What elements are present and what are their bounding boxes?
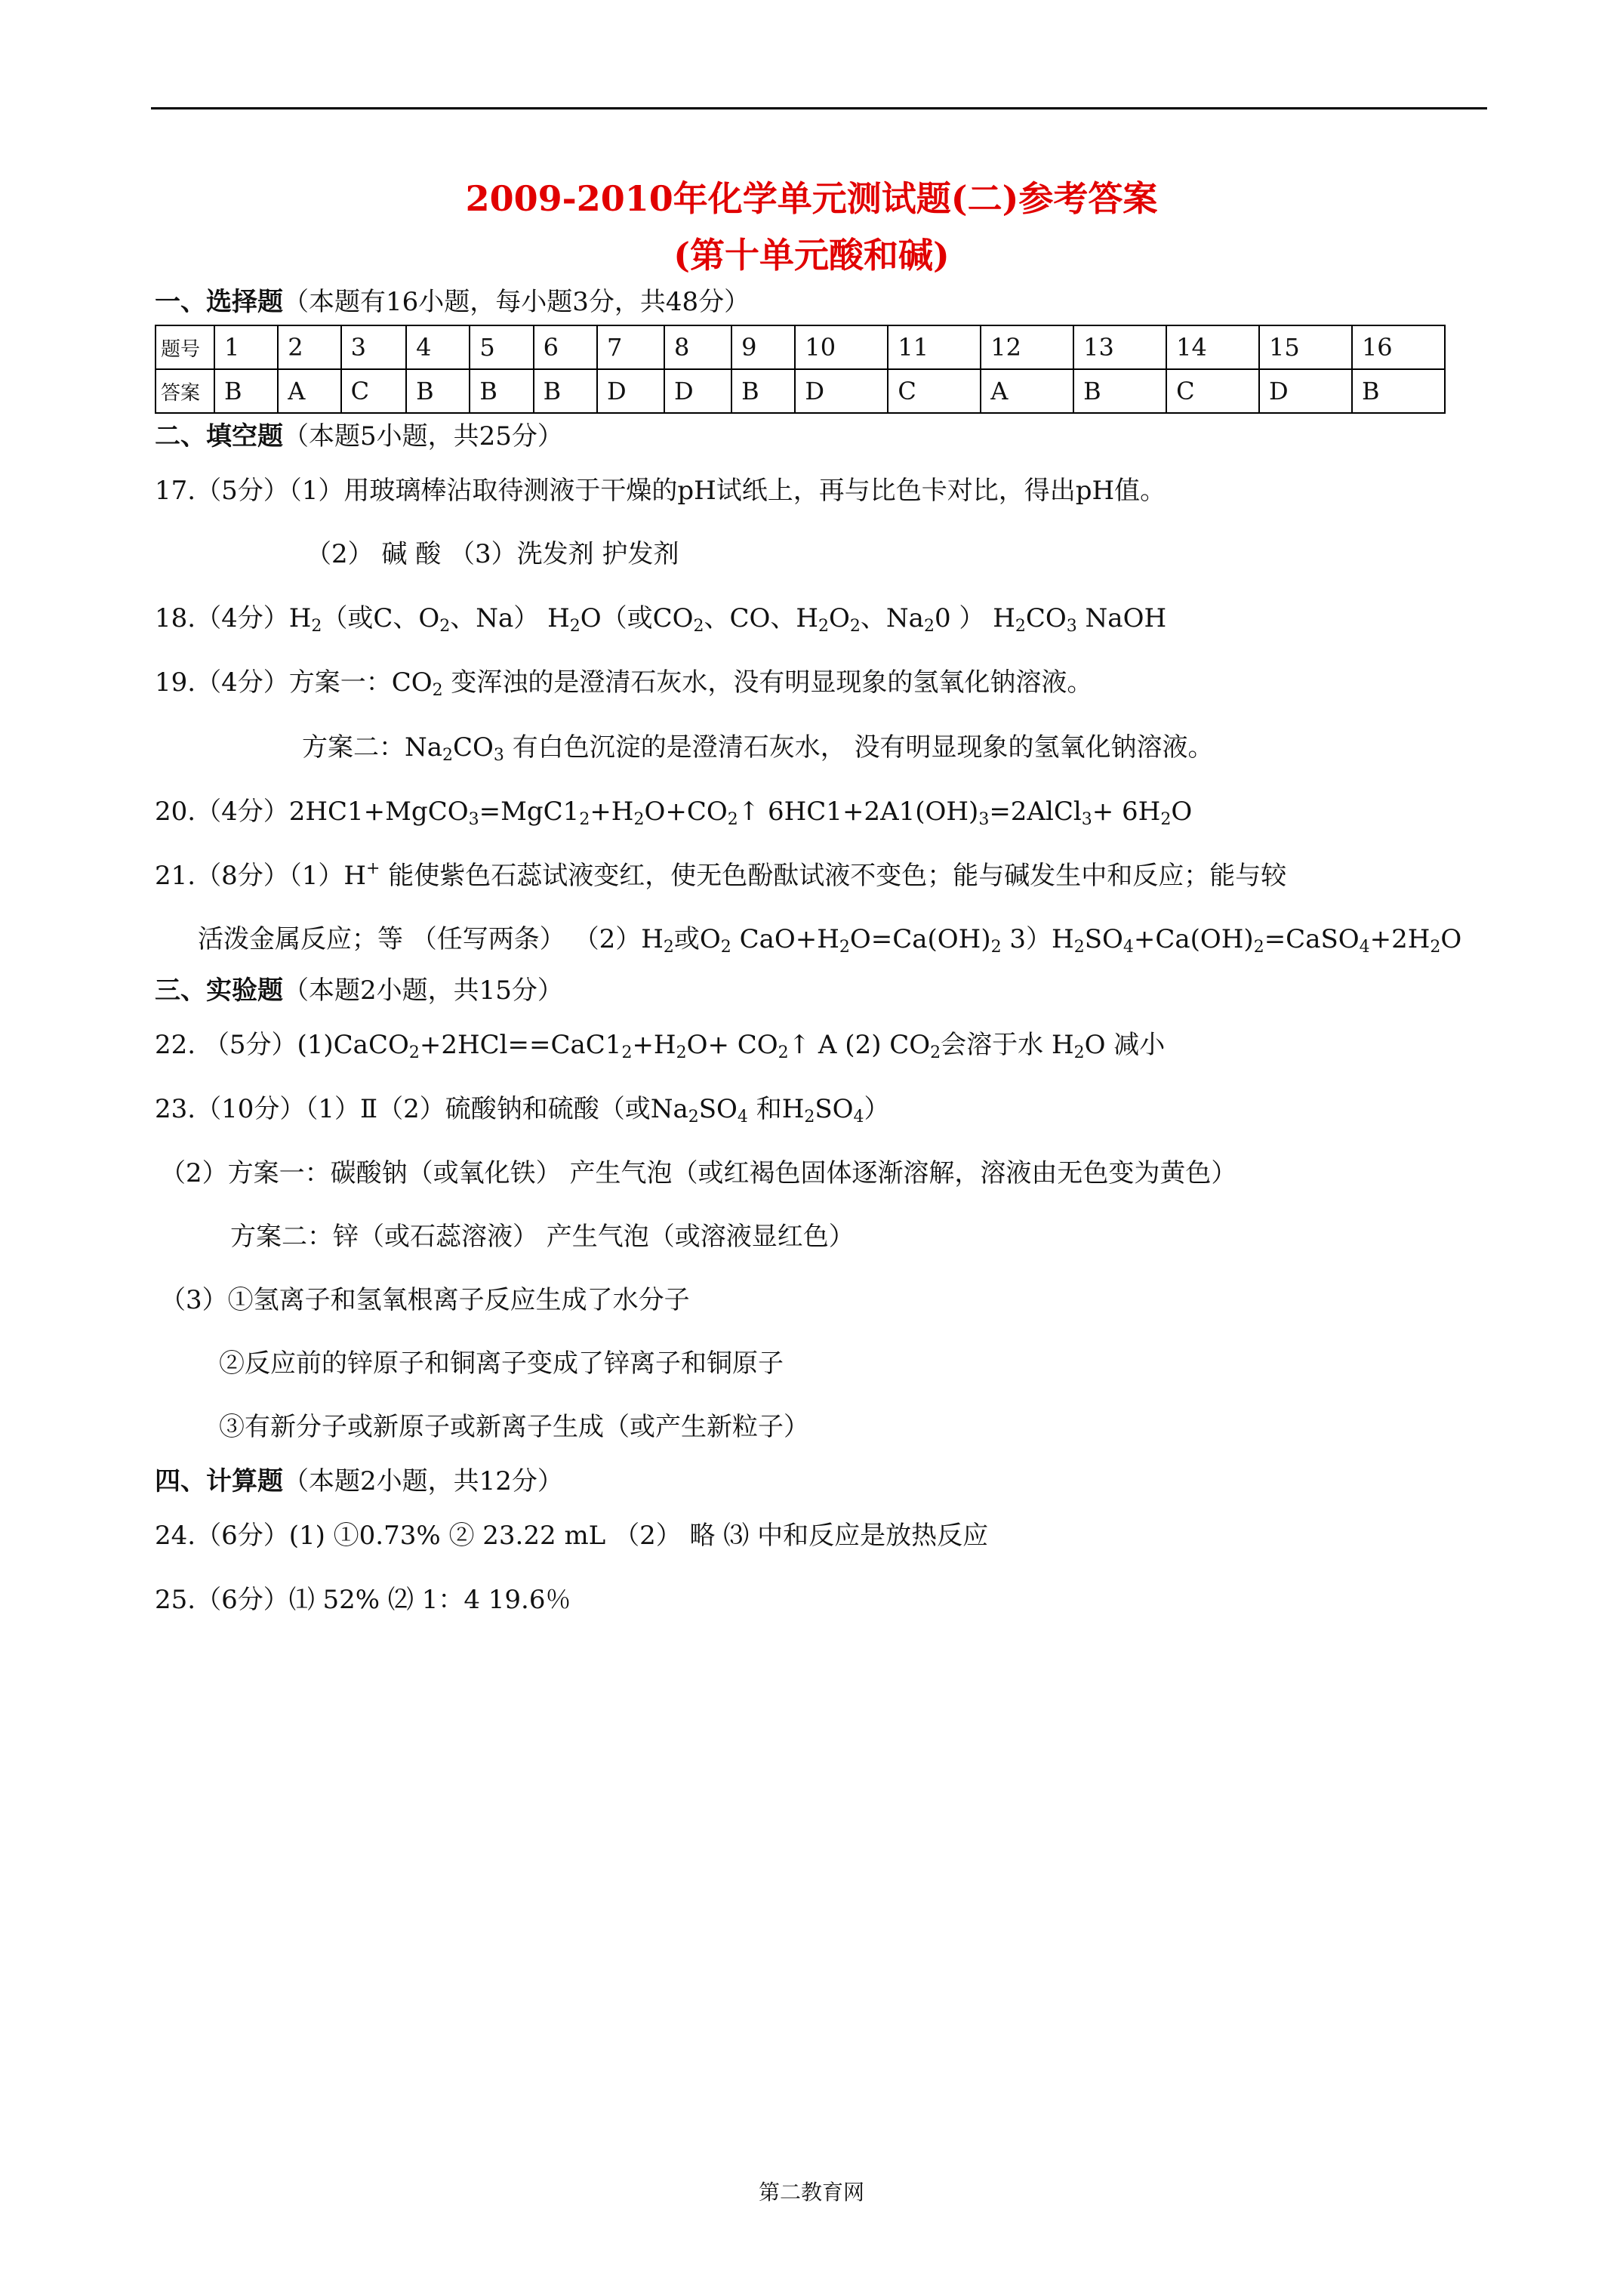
answer-cell: B — [534, 369, 597, 413]
answer-cell: C — [341, 369, 406, 413]
q23-line5: ②反应前的锌原子和铜离子变成了锌离子和铜原子 — [219, 1348, 784, 1379]
answer-cell: D — [597, 369, 664, 413]
question-number-cell: 11 — [888, 325, 981, 369]
question-number-cell: 13 — [1073, 325, 1166, 369]
header-rule — [151, 107, 1487, 109]
question-number-cell: 10 — [795, 325, 888, 369]
q19-line1: 19.（4分）方案一：$CO_2$ 变浑浊的是澄清石灰水，没有明显现象的氢氧化钠溶液。 — [155, 667, 1093, 700]
q21-line1: 21.（8分）（1）H+ 能使紫色石蕊试液变红，使无色酚酞试液不变色；能与碱发生中和反应；能与较 — [155, 859, 1287, 891]
section-title: 二、填空题 — [155, 421, 283, 451]
section-heading-experiment — [155, 974, 563, 1007]
question-number-cell: 14 — [1166, 325, 1259, 369]
row-label: 题号 — [156, 325, 214, 369]
q23-line1: 23.（10分）（1）Ⅱ（2）硫酸钠和硫酸（或$Na_2SO_4$ 和$H_2SO_4$） — [155, 1094, 890, 1126]
answer-cell: C — [888, 369, 981, 413]
answer-table — [155, 325, 1446, 414]
section-note: （本题有16小题，每小题3分，共48分） — [283, 287, 750, 317]
answer-cell: B — [214, 369, 278, 413]
question-number-cell: 7 — [597, 325, 664, 369]
page-title: 2009-2010年化学单元测试题(二)参考答案 — [465, 178, 1158, 219]
question-number-cell: 9 — [731, 325, 795, 369]
page-subtitle: (第十单元酸和碱) — [673, 235, 950, 276]
question-number-cell: 12 — [981, 325, 1073, 369]
answer-cell: B — [1073, 369, 1166, 413]
q21-line2: 活泼金属反应；等 （任写两条） $(2)H_2$或$O_2$ $CaO+H_2O=Ca(OH)_2$ $3)H_2SO_4+Ca(OH)_2=CaSO_4+2H_2O$ — [198, 924, 1462, 957]
question-number-cell: 8 — [664, 325, 731, 369]
question-number-cell: 5 — [470, 325, 533, 369]
q23-line4: （3）①氢离子和氢氧根离子反应生成了水分子 — [160, 1285, 690, 1315]
answer-cell: B — [406, 369, 470, 413]
table-row-answers — [156, 369, 1445, 413]
q25-line: 25.（6分）⑴ 52% ⑵ 1：4 19.6％ — [155, 1585, 571, 1615]
q24-line: 24.（6分）(1) ①0.73% ② 23.22 mL （2） 略 ⑶ 中和反应是放热反应 — [155, 1521, 989, 1551]
q18-line: 18.（4分）$H_2$（或C、$O_2$、Na） $H_2O$（或$CO_2$、CO、$H_2O_2$、$Na_20$ ） $H_2CO_3$ NaOH — [155, 603, 1167, 636]
q17-line2: （2） 碱 酸 （3）洗发剂 护发剂 — [306, 539, 679, 569]
q23-line6: ③有新分子或新原子或新离子生成（或产生新粒子） — [219, 1412, 809, 1442]
section-title: 一、选择题 — [155, 287, 283, 317]
question-number-cell: 16 — [1352, 325, 1445, 369]
answer-cell: D — [795, 369, 888, 413]
question-number-cell: 15 — [1259, 325, 1352, 369]
answer-cell: D — [664, 369, 731, 413]
answer-cell: B — [731, 369, 795, 413]
section-note: （本题2小题，共15分） — [283, 975, 563, 1006]
section-heading-calc — [155, 1465, 563, 1498]
question-number-cell: 3 — [341, 325, 406, 369]
question-number-cell: 1 — [214, 325, 278, 369]
section-note: （本题2小题，共12分） — [283, 1466, 563, 1496]
answer-cell: A — [278, 369, 340, 413]
row-label: 答案 — [156, 369, 214, 413]
answer-cell: D — [1259, 369, 1352, 413]
section-heading-choice — [155, 285, 750, 319]
question-number-cell: 6 — [534, 325, 597, 369]
q19-line2: 方案二：$Na_2CO_3$ 有白色沉淀的是澄清石灰水， 没有明显现象的氢氧化钠溶液。 — [302, 732, 1214, 765]
question-number-cell: 2 — [278, 325, 340, 369]
section-title: 三、实验题 — [155, 975, 283, 1006]
q22-line: 22. （5分）$(1)CaCO_2+2HCl==CaC1_2+H_2O+$ $CO_2↑$ A (2) $CO_2$会溶于水 $H_2O$ 减小 — [155, 1030, 1166, 1062]
answer-cell: C — [1166, 369, 1259, 413]
section-heading-fill — [155, 420, 563, 453]
q23-line2: （2）方案一：碳酸钠（或氧化铁） 产生气泡（或红褐色固体逐渐溶解，溶液由无色变为黄色） — [160, 1158, 1237, 1188]
q17-line1: 17.（5分）（1）用玻璃棒沾取待测液于干燥的pH试纸上，再与比色卡对比，得出pH值。 — [155, 476, 1166, 506]
section-title: 四、计算题 — [155, 1466, 283, 1496]
answer-cell: B — [470, 369, 533, 413]
footer-site-name: 第二教育网 — [758, 2180, 864, 2205]
q20-line: 20.（4分）$2HC1+MgCO_3=MgC1_2+H_2O+CO_2↑$ $6HC1+2A1(OH)_3=2AlCl_3+ 6H_2O$ — [155, 797, 1193, 829]
answer-cell: B — [1352, 369, 1445, 413]
answer-cell: A — [981, 369, 1073, 413]
table-row-numbers — [156, 325, 1445, 369]
question-number-cell: 4 — [406, 325, 470, 369]
section-note: （本题5小题，共25分） — [283, 421, 563, 451]
q23-line3: 方案二：锌（或石蕊溶液） 产生气泡（或溶液显红色） — [230, 1222, 855, 1252]
